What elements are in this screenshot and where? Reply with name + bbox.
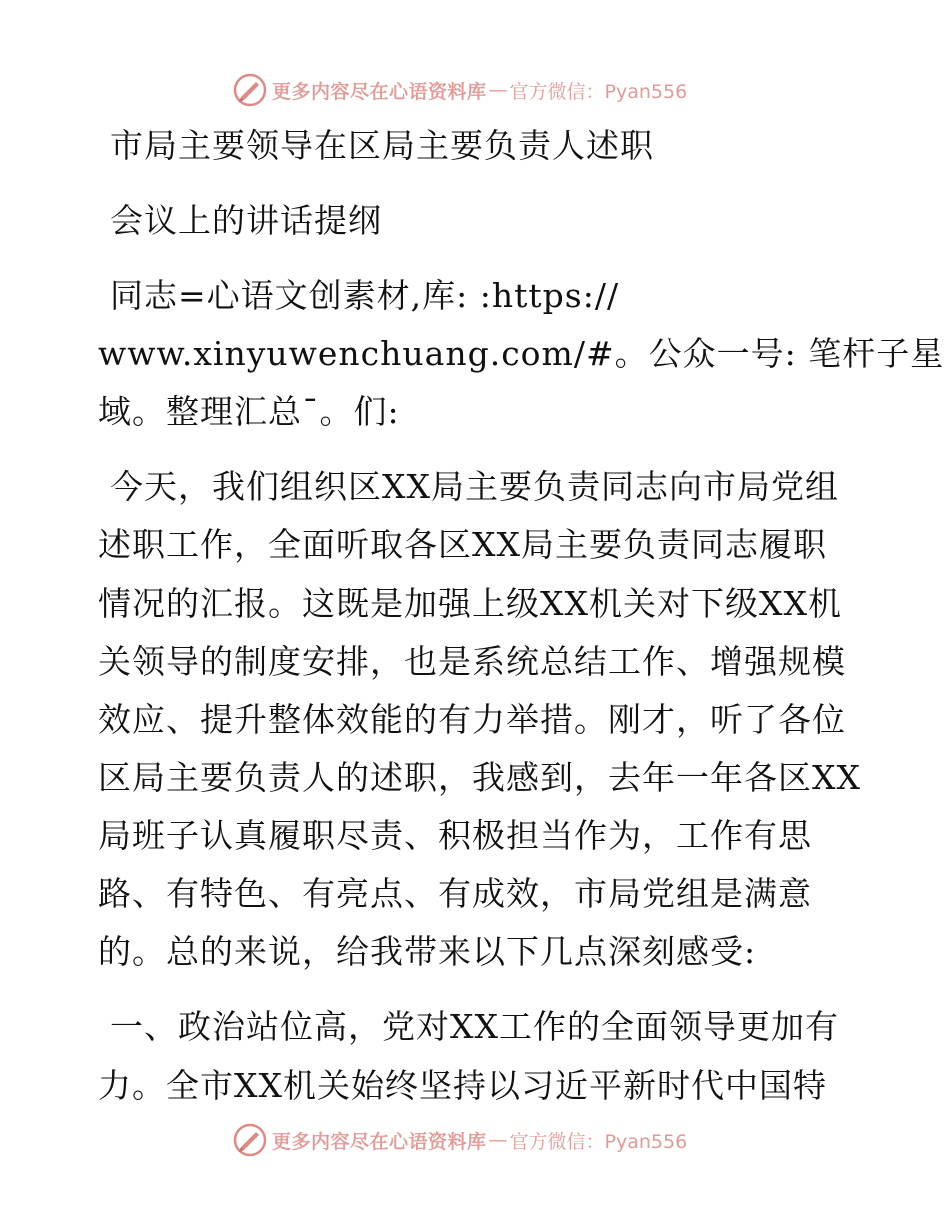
paragraph-line: 同志=心语文创素材,库: :https:// xyxy=(110,276,620,315)
paragraph-line: 局班子认真履职尽责、积极担当作为，工作有思 xyxy=(98,816,812,855)
watermark-separator: — xyxy=(488,1129,508,1151)
watermark-brand: 更多内容尽在心语资料库 xyxy=(272,80,487,103)
paragraph-line: 力。全市XX机关始终坚持以习近平新时代中国特 xyxy=(98,1066,827,1105)
pen-logo-icon xyxy=(232,72,268,108)
paragraph-line: 域。整理汇总¯。们: xyxy=(98,392,400,431)
watermark-brand: 更多内容尽在心语资料库 xyxy=(272,1130,487,1153)
paragraph-line: 的。总的来说，给我带来以下几点深刻感受: xyxy=(98,932,757,971)
footer-watermark xyxy=(232,1120,687,1160)
header-watermark xyxy=(232,70,687,110)
paragraph-line: 路、有特色、有亮点、有成效，市局党组是满意 xyxy=(98,874,812,913)
paragraph-line: 效应、提升整体效能的有力举措。刚才，听了各位 xyxy=(98,700,846,739)
title-line-1: 市局主要领导在区局主要负责人述职 xyxy=(110,126,654,165)
title-line-2: 会议上的讲话提纲 xyxy=(110,201,382,240)
paragraph-line: www.xinyuwenchuang.com/#。公众一号: 笔杆子星 xyxy=(98,334,945,373)
watermark-contact: 官方微信：Pyan556 xyxy=(509,1130,688,1153)
paragraph-line: 情况的汇报。这既是加强上级XX机关对下级XX机 xyxy=(98,584,842,623)
paragraph-line: 区局主要负责人的述职，我感到，去年一年各区XX xyxy=(98,758,861,797)
paragraph-line: 一、政治站位高，党对XX工作的全面领导更加有 xyxy=(110,1007,839,1046)
watermark-separator: — xyxy=(488,79,508,101)
watermark-contact: 官方微信：Pyan556 xyxy=(509,80,688,103)
paragraph-line: 今天，我们组织区XX局主要负责同志向市局党组 xyxy=(110,467,839,506)
paragraph-line: 述职工作，全面听取各区XX局主要负责同志履职 xyxy=(98,525,827,564)
paragraph-line: 关领导的制度安排，也是系统总结工作、增强规模 xyxy=(98,642,846,681)
pen-logo-icon xyxy=(232,1122,268,1158)
